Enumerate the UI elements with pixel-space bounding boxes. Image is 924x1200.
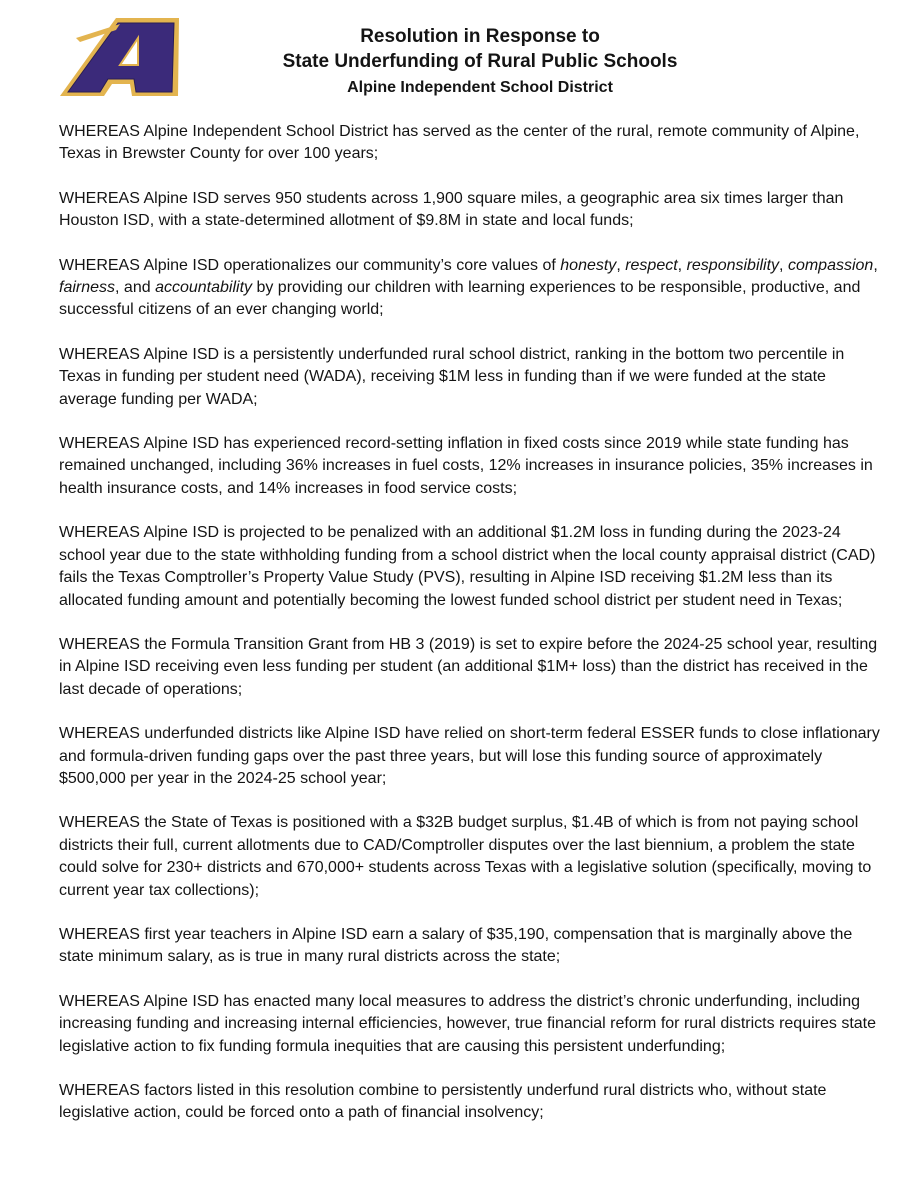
p3-sep-4: , — [873, 256, 878, 274]
p3-intro: WHEREAS Alpine ISD operationalizes our community’s core values of — [59, 256, 561, 274]
whereas-paragraph-9: WHEREAS the State of Texas is positioned with a $32B budget surplus, $1.4B of which is from not paying school districts their full, current allotments due to CAD/Comptroller disputes over the last biennium, a problem the state could solve for 230+ districts and 670,000+ students across Texas with a legislative solution (specifically, moving to current year tax collections); — [59, 814, 872, 899]
whereas-paragraph-11: WHEREAS Alpine ISD has enacted many local measures to address the district’s chronic underfunding, including increasing funding and increasing internal efficiencies, however, true financial reform for rural districts requires state legislative action to fix funding formula inequities that are causing this persistent underfunding; — [59, 992, 876, 1055]
p3-sep-2: , — [677, 256, 687, 274]
value-honesty: honesty — [560, 256, 617, 274]
whereas-paragraph-3 — [59, 255, 885, 322]
value-fairness: fairness — [59, 279, 116, 297]
alpine-a-logo — [58, 16, 180, 98]
whereas-paragraph-8: WHEREAS underfunded districts like Alpine ISD have relied on short-term federal ESSER funds to close inflationary and formula-driven funding gaps over the past three years, but will lose this funding source of approximately $500,000 per year in the 2024-25 school year; — [59, 725, 880, 787]
whereas-paragraph-1: WHEREAS Alpine Independent School District has served as the center of the rural, remote community of Alpine, Texas in Brewster County for over 100 years; — [59, 123, 860, 163]
whereas-paragraph-10: WHEREAS first year teachers in Alpine ISD earn a salary of $35,190, compensation that is marginally above the state minimum salary, as is true in many rural districts across the state; — [59, 925, 853, 966]
p3-sep-5: , and — [115, 279, 156, 297]
whereas-paragraph-12: WHEREAS factors listed in this resolution combine to persistently underfund rural districts who, without state legislative action, could be forced onto a path of financial insolvency; — [59, 1082, 827, 1122]
resolution-body — [59, 121, 885, 1147]
value-compassion: compassion — [787, 256, 874, 274]
whereas-paragraph-7: WHEREAS the Formula Transition Grant from HB 3 (2019) is set to expire before the 2024-25 school year, resulting in Alpine ISD receiving even less funding per student (an additional $1M+ loss) than the district has received in the last decade of operations; — [59, 635, 878, 698]
district-subtitle: Alpine Independent School District — [347, 79, 613, 96]
p3-sep-1: , — [616, 256, 626, 274]
whereas-paragraph-5: WHEREAS Alpine ISD has experienced record-setting inflation in fixed costs since 2019 while state funding has remained unchanged, including 36% increases in fuel costs, 12% increases in insurance policies, 35% increases in health insurance costs, and 14% increases in food service costs; — [59, 435, 873, 497]
p3-outro: by providing our children with learning experiences to be responsible, productive, and successful citizens of an ever changing world; — [59, 279, 861, 319]
value-respect: respect — [625, 256, 678, 274]
title-line-1: Resolution in Response to — [360, 26, 600, 47]
value-responsibility: responsibility — [686, 256, 780, 274]
whereas-paragraph-2: WHEREAS Alpine ISD serves 950 students across 1,900 square miles, a geographic area six times larger than Houston ISD, with a state-determined allotment of $9.8M in state and local funds; — [59, 189, 844, 230]
value-accountability: accountability — [155, 279, 253, 297]
title-line-2: State Underfunding of Rural Public Schools — [282, 51, 678, 72]
whereas-paragraph-4: WHEREAS Alpine ISD is a persistently underfunded rural school district, ranking in the bottom two percentile in Texas in funding per student need (WADA), receiving $1M less in funding than if we were funded at the state average funding per WADA; — [59, 345, 845, 408]
document-header — [200, 24, 760, 99]
p3-sep-3: , — [779, 256, 788, 274]
whereas-paragraph-6: WHEREAS Alpine ISD is projected to be penalized with an additional $1.2M loss in funding during the 2023-24 school year due to the state withholding funding from a school district when the local county appraisal district (CAD) fails the Texas Comptroller’s Property Value Study (PVS), resulting in Alpine ISD receiving $1.2M less than its allocated funding amount and potentially becoming the lowest funded school district per student need in Texas; — [59, 524, 876, 609]
